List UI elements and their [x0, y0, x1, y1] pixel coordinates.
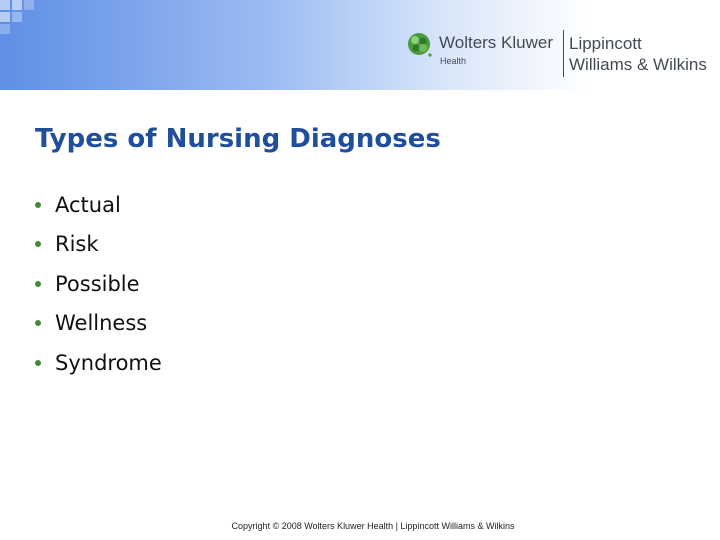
corner-square — [24, 0, 34, 10]
slide-title: Types of Nursing Diagnoses — [35, 124, 441, 154]
list-item — [34, 343, 162, 383]
bullet-icon — [35, 202, 41, 208]
imprint-name-line1: Lippincott — [569, 34, 642, 53]
corner-square — [0, 24, 10, 34]
company-name: Wolters Kluwer — [439, 33, 553, 52]
bullet-text: Wellness — [55, 311, 148, 336]
corner-square — [0, 0, 10, 10]
corner-decoration — [0, 0, 40, 34]
list-item — [34, 304, 162, 344]
corner-square — [0, 12, 10, 22]
division-name: Health — [440, 56, 467, 66]
bullet-list — [34, 185, 162, 383]
globe-logo-icon — [406, 31, 436, 61]
imprint-name-line2: Williams & Wilkins — [569, 55, 707, 74]
bullet-icon — [35, 320, 41, 326]
bullet-icon — [35, 360, 41, 366]
logo-divider — [563, 30, 564, 77]
copyright-footer: Copyright © 2008 Wolters Kluwer Health | Lippincott Williams & Wilkins — [231, 521, 515, 531]
corner-square — [12, 12, 22, 22]
publisher-logo — [406, 28, 716, 80]
bullet-text: Possible — [55, 271, 140, 296]
bullet-text: Actual — [55, 192, 121, 217]
bullet-icon — [35, 241, 41, 247]
header-band — [0, 0, 720, 90]
bullet-icon — [35, 281, 41, 287]
bullet-text: Risk — [55, 232, 99, 257]
list-item — [34, 264, 162, 304]
corner-square — [12, 0, 22, 10]
list-item — [34, 185, 162, 225]
list-item — [34, 225, 162, 265]
bullet-text: Syndrome — [55, 350, 162, 375]
